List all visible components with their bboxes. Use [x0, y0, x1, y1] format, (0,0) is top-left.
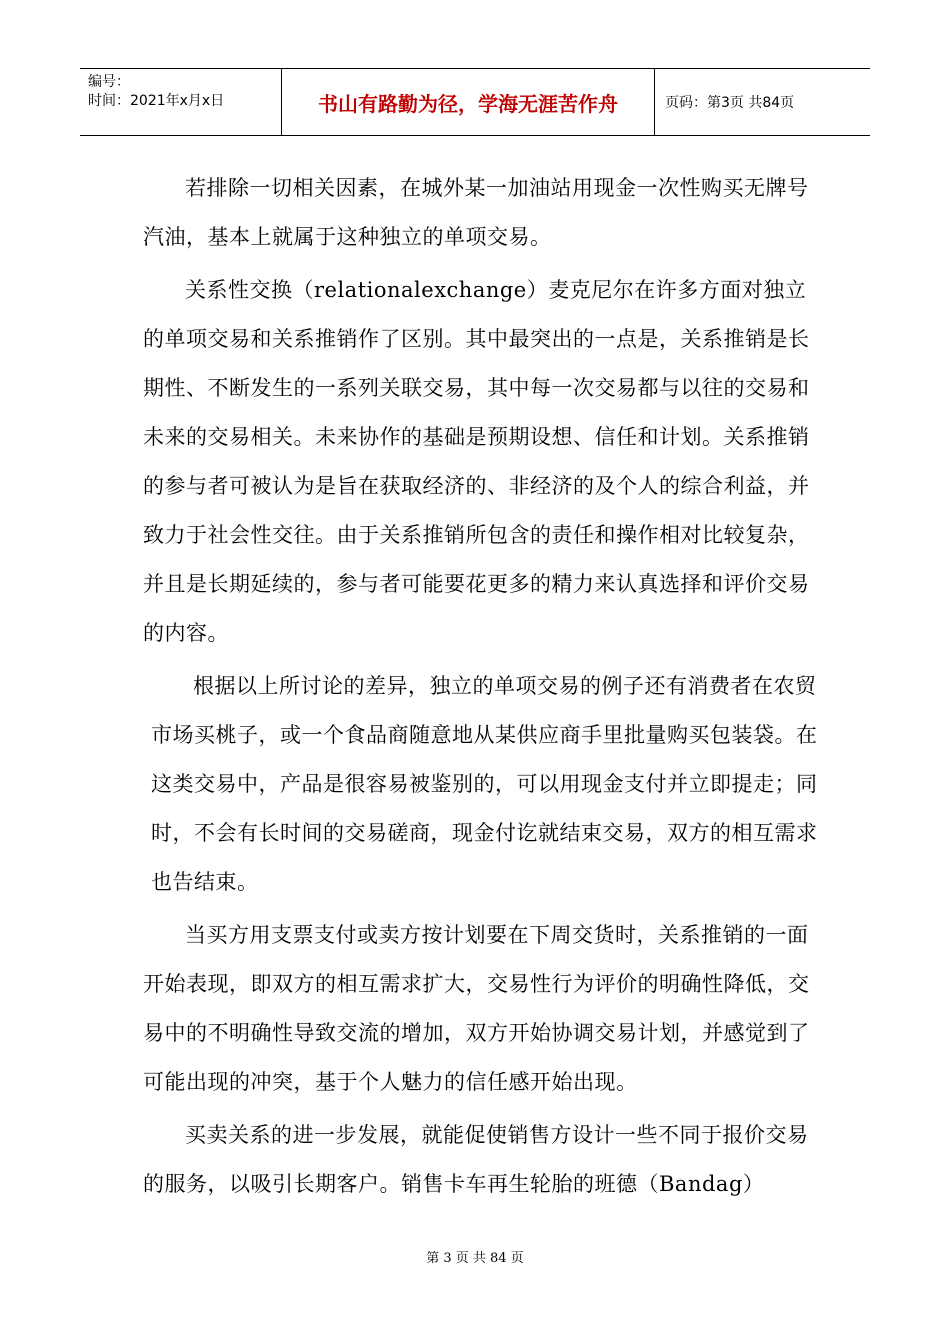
page-footer: 第 3 页 共 84 页	[426, 1251, 524, 1266]
paragraph: 根据以上所讨论的差异，独立的单项交易的例子还有消费者在农贸市场买桃子，或一个食品商随意地从某供应商手里批量购买包装袋。在这类交易中，产品是很容易被鉴别的，可以用现金支付并立即提走；同时，不会有长时间的交易磋商，现金付讫就结束交易，双方的相互需求也告结束。	[151, 674, 818, 894]
doc-number-label: 编号：	[88, 74, 130, 90]
paragraph: 关系性交换（relationalexchange）麦克尼尔在许多方面对独立的单项交易和关系推销作了区别。其中最突出的一点是，关系推销是长期性、不断发生的一系列关联交易，其中每一次交易都与以往的交易和未来的交易相关。未来协作的基础是预期设想、信任和计划。关系推销的参与者可被认为是旨在获取经济的、非经济的及个人的综合利益，并致力于社会性交往。由于关系推销所包含的责任和操作相对比较复杂，并且是长期延续的，参与者可能要花更多的精力来认真选择和评价交易的内容。	[143, 278, 810, 645]
paragraph: 当买方用支票支付或卖方按计划要在下周交货时，关系推销的一面开始表现，即双方的相互需求扩大，交易性行为评价的明确性降低，交易中的不明确性导致交流的增加，双方开始协调交易计划，并感觉到了可能出现的冲突，基于个人魅力的信任感开始出现。	[143, 923, 810, 1094]
paragraph: 若排除一切相关因素，在城外某一加油站用现金一次性购买无牌号汽油，基本上就属于这种独立的单项交易。	[143, 176, 809, 249]
paragraph: 买卖关系的进一步发展，就能促使销售方设计一些不同于报价交易的服务，以吸引长期客户。销售卡车再生轮胎的班德（Bandag）	[143, 1123, 809, 1196]
header-meta	[80, 69, 282, 135]
document-body	[143, 164, 823, 1209]
header-page-info: 页码：第3页 共84页	[665, 95, 795, 111]
date-label: 时间：2021年x月x日	[88, 93, 225, 109]
page-header	[80, 68, 870, 136]
header-motto: 书山有路勤为径，学海无涯苦作舟	[282, 69, 655, 135]
